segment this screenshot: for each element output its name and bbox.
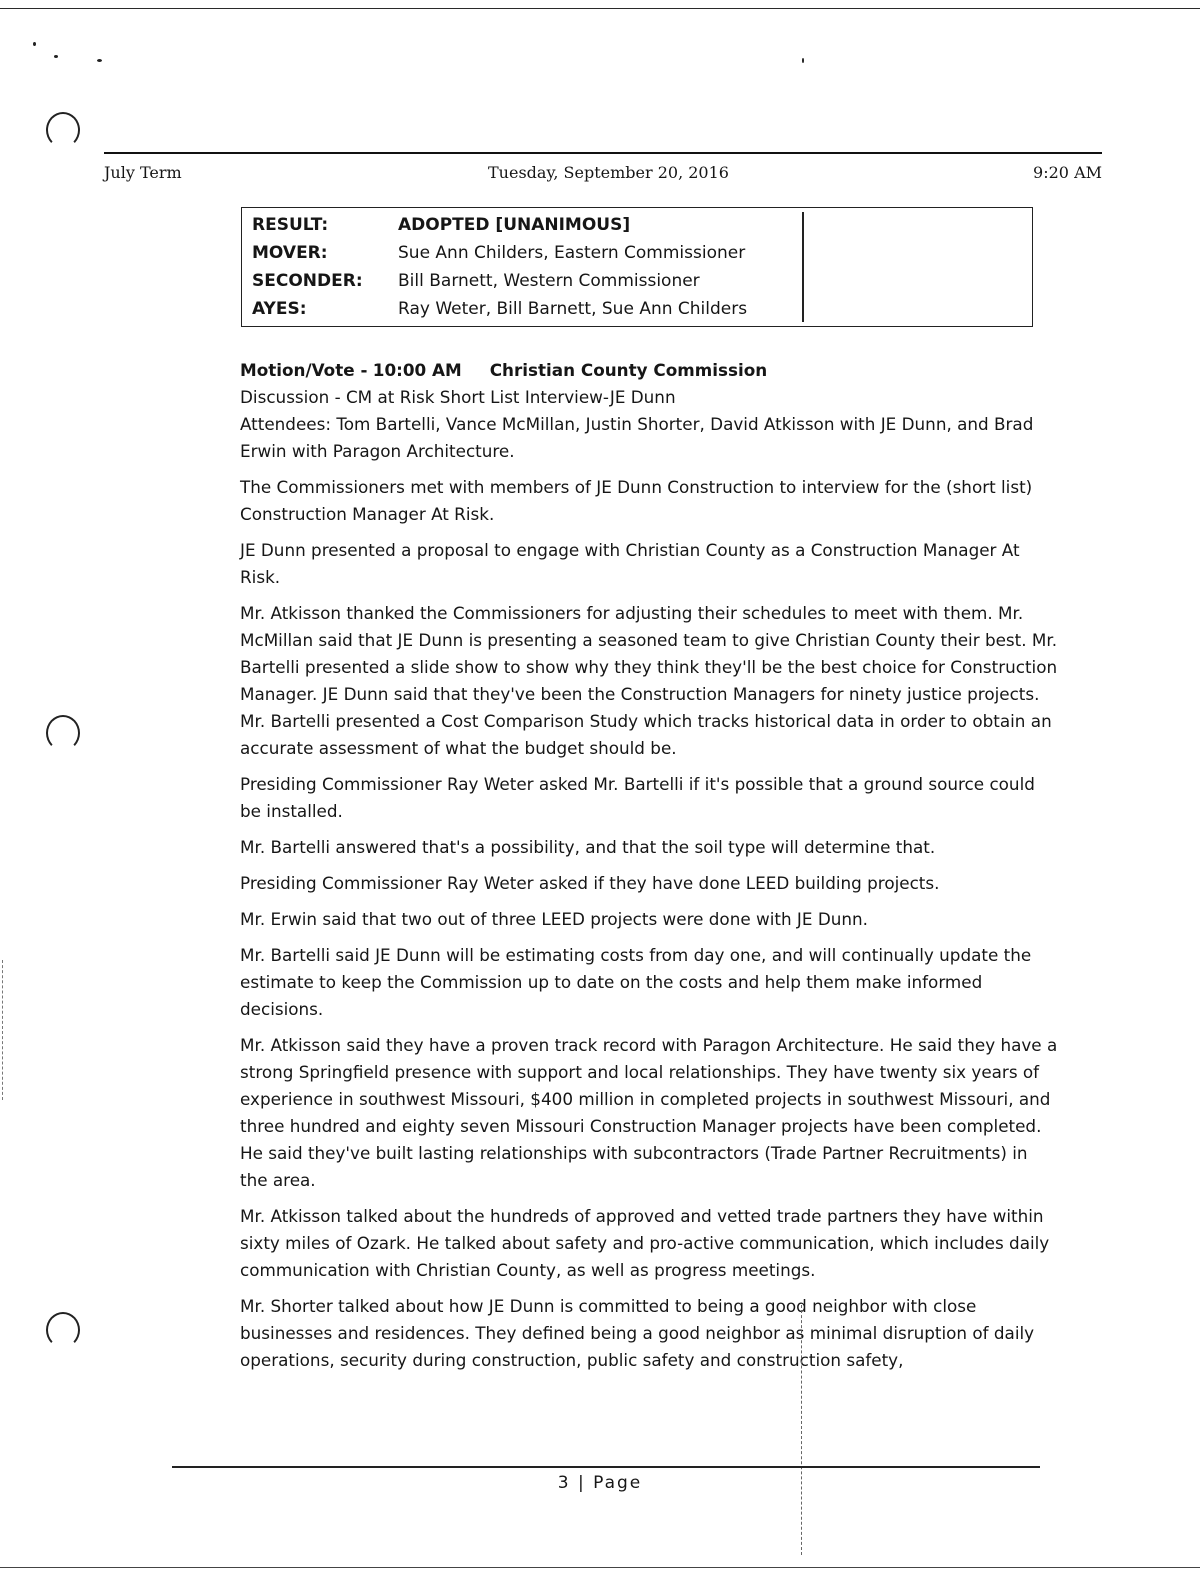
paragraph: Mr. Erwin said that two out of three LEED projects were done with JE Dunn. — [240, 909, 868, 929]
ayes-value: Ray Weter, Bill Barnett, Sue Ann Childers — [398, 299, 748, 319]
scan-speck — [33, 42, 36, 46]
motion-attendees: Attendees: Tom Bartelli, Vance McMillan, Justin Shorter, David Atkisson with JE Dunn, and Brad Erwin with Paragon Architecture. — [240, 414, 1034, 461]
paragraph: Mr. Bartelli said JE Dunn will be estimating costs from day one, and will continually update the estimate to keep the Commission up to date on the costs and help them make informed decisions. — [240, 945, 1032, 1019]
header-term: July Term — [104, 163, 182, 182]
paragraph: Mr. Bartelli answered that's a possibility, and that the soil type will determine that. — [240, 837, 936, 857]
header-time: 9:20 AM — [1033, 163, 1102, 182]
vote-result-divider — [802, 212, 804, 322]
paragraph: The Commissioners met with members of JE Dunn Construction to interview for the (short list) Construction Manager At Risk. — [240, 477, 1033, 524]
paragraph: Presiding Commissioner Ray Weter asked Mr. Bartelli if it's possible that a ground source could be installed. — [240, 774, 1035, 821]
scan-speck — [802, 58, 804, 63]
motion-body: Christian County Commission — [489, 360, 768, 380]
paragraph: Presiding Commissioner Ray Weter asked if they have done LEED building projects. — [240, 873, 940, 893]
ayes-label: AYES: — [252, 299, 307, 319]
scan-speck — [97, 59, 102, 62]
result-row — [252, 211, 630, 239]
paragraph: JE Dunn presented a proposal to engage with Christian County as a Construction Manager At Risk. — [240, 540, 1020, 587]
paragraph: Mr. Atkisson said they have a proven track record with Paragon Architecture. He said they have a strong Springfield presence with support and local relationships. They have twenty six years of experience in southwest Missouri, $400 million in completed projects in southwest Missouri, and three hundred and eighty seven Missouri Construction Manager projects have been completed. He said they've built lasting relationships with subcontractors (Trade Partner Recruitments) in the area. — [240, 1035, 1058, 1190]
paragraph: Mr. Atkisson talked about the hundreds of approved and vetted trade partners they have within sixty miles of Ozark. He talked about safety and pro-active communication, which includes daily communication with Christian County, as well as progress meetings. — [240, 1206, 1050, 1280]
scan-artifact-line — [801, 1305, 803, 1555]
ayes-row — [252, 295, 747, 323]
punch-hole-top — [46, 112, 80, 148]
mover-row — [252, 239, 745, 267]
footer-rule — [172, 1466, 1040, 1468]
seconder-value: Bill Barnett, Western Commissioner — [398, 271, 700, 291]
mover-label: MOVER: — [252, 243, 328, 263]
page-number: 3 | Page — [557, 1473, 643, 1493]
vote-result-box — [241, 207, 1033, 327]
motion-prefix: Motion/Vote - — [240, 360, 368, 380]
paragraph: Mr. Atkisson thanked the Commissioners for adjusting their schedules to meet with them. Mr. McMillan said that JE Dunn is presenting a seasoned team to give Christian County their best. Mr. Bartelli presented a slide show to show why they think they'll be the best choice for Construction Manager. JE Dunn said that they've been the Construction Managers for ninety justice projects. Mr. Bartelli presented a Cost Comparison Study which tracks historical data in order to obtain an accurate assessment of what the budget should be. — [240, 603, 1058, 758]
header-date: Tuesday, September 20, 2016 — [488, 163, 729, 182]
punch-hole-middle — [46, 715, 80, 751]
mover-value: Sue Ann Childers, Eastern Commissioner — [398, 243, 746, 263]
scan-edge-top — [0, 8, 1200, 9]
result-value: ADOPTED [UNANIMOUS] — [398, 215, 631, 235]
seconder-label: SECONDER: — [252, 271, 363, 291]
seconder-row — [252, 267, 700, 295]
punch-hole-bottom — [46, 1312, 80, 1348]
scan-speck — [54, 55, 58, 58]
header-rule — [104, 152, 1102, 154]
motion-discussion: Discussion - CM at Risk Short List Interview-JE Dunn — [240, 387, 676, 407]
motion-heading — [240, 357, 1060, 384]
result-label: RESULT: — [252, 215, 329, 235]
paragraph: Mr. Shorter talked about how JE Dunn is committed to being a good neighbor with close businesses and residences. They defined being a good neighbor as minimal disruption of daily operations, security during construction, public safety and construction safety, — [240, 1296, 1035, 1370]
minutes-body — [240, 357, 1060, 1374]
motion-time: 10:00 AM — [372, 360, 462, 380]
scan-edge-bottom — [0, 1567, 1200, 1568]
scan-margin-mark — [2, 960, 4, 1100]
